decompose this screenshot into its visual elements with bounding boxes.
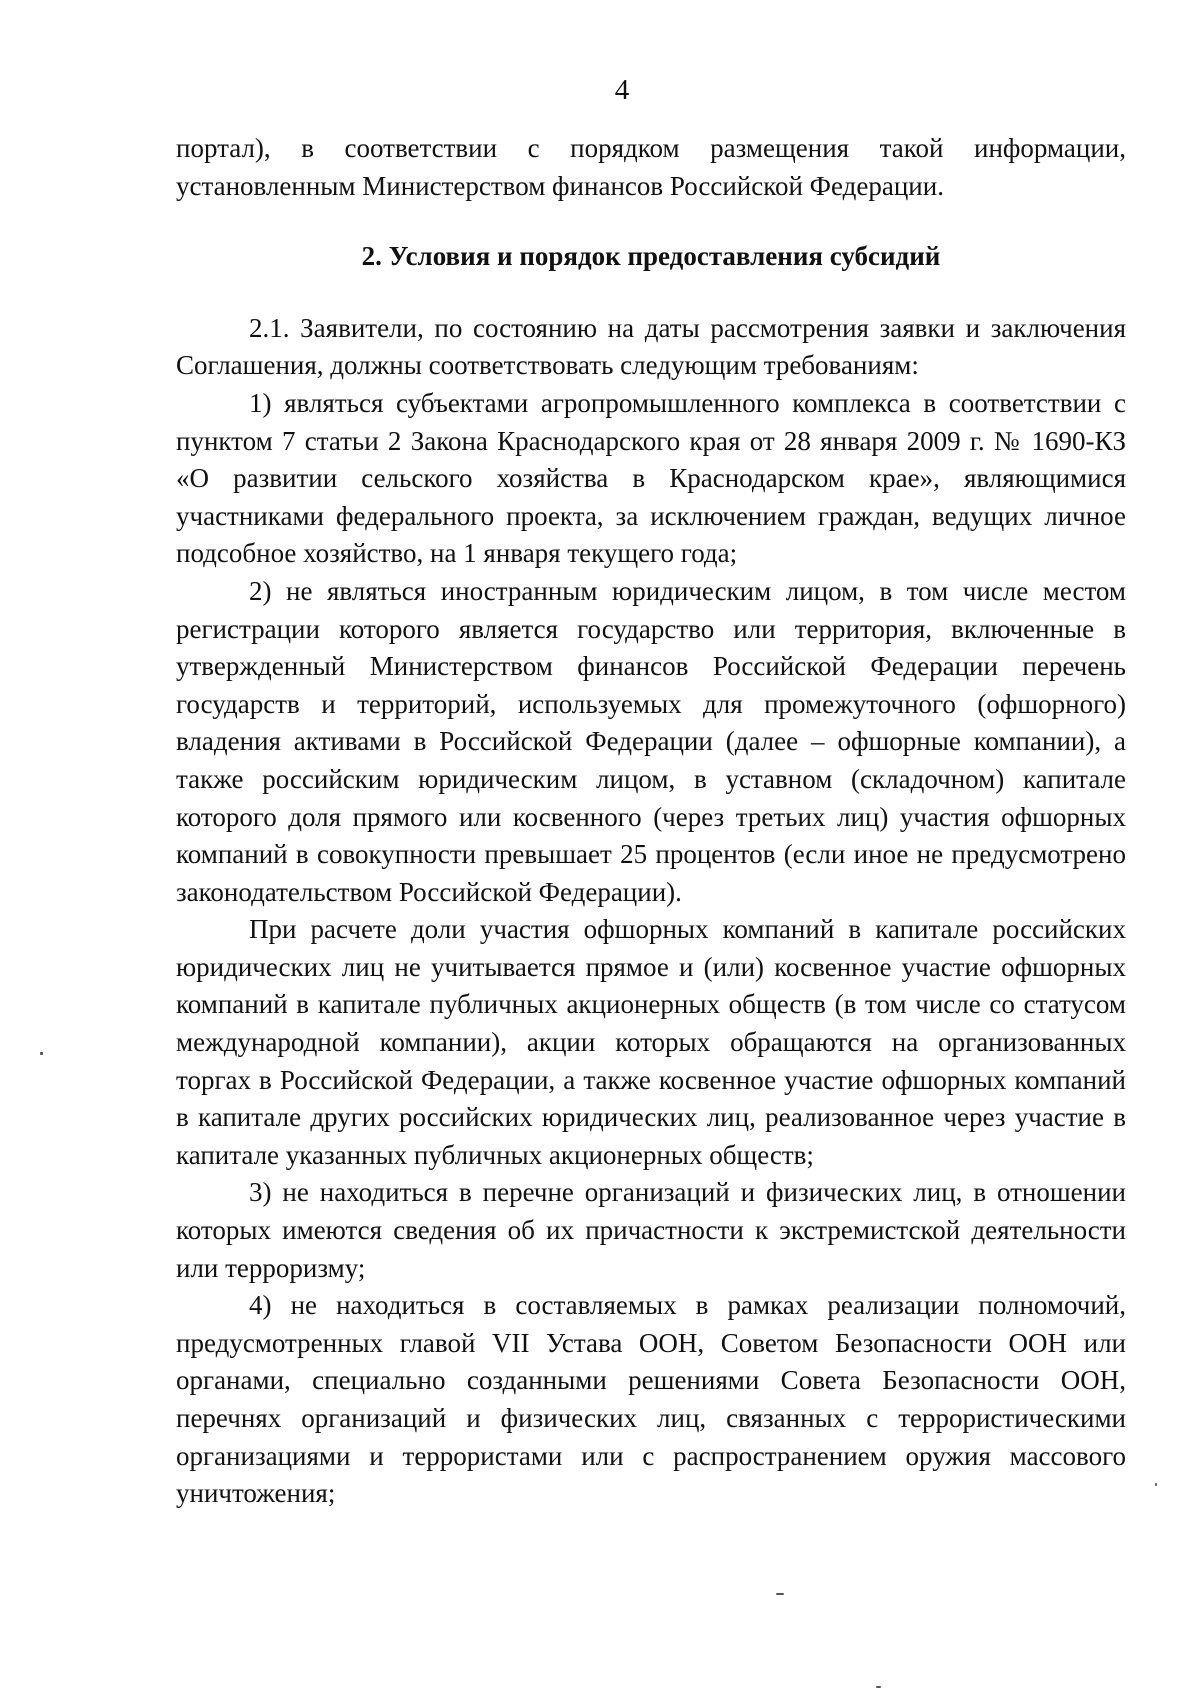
scan-speck	[776, 1593, 784, 1595]
page-number: 4	[614, 74, 630, 106]
paragraph-item-2: 2) не являться иностранным юридическим лицом, в том числе местом регистрации которого является государство или территория, включенные в утвержденный Министерством финансов Российской Федерации перечень государств и территорий, используемых для промежуточного (офшорного) владения активами в Российской Федерации (далее – офшорные компании), а также российским юридическим лицом, в уставном (складочном) капитале которого доля прямого или косвенного (через третьих лиц) участия офшорных компаний в совокупности превышает 25 процентов (если иное не предусмотрено законодательством Российской Федерации).	[176, 575, 1126, 907]
paragraph-item-4: 4) не находиться в составляемых в рамках реализации полномочий, предусмотренных главой VII Устава ООН, Советом Безопасности ООН или органами, специально созданными решениями Совета Безопасности ООН, перечнях организаций и физических лиц, связанных с террористическими организациями и террористами или с распространением оружия массового уничтожения;	[176, 1290, 1126, 1509]
scan-speck	[40, 1052, 43, 1055]
paragraph-2-1: 2.1. Заявители, по состоянию на даты рассмотрения заявки и заключения Соглашения, должны соответствовать следующим требованиям:	[176, 312, 1126, 381]
section-heading: 2. Условия и порядок предоставления субсидий	[361, 241, 941, 272]
document-body	[176, 130, 1126, 1513]
paragraph-continuation: портал), в соответствии с порядком размещения такой информации, установленным Министерством финансов Российской Федерации.	[176, 133, 1126, 201]
scan-speck	[876, 1686, 881, 1688]
scan-speck	[1155, 1483, 1157, 1486]
paragraph-item-1: 1) являться субъектами агропромышленного комплекса в соответствии с пунктом 7 статьи 2 Закона Краснодарского края от 28 января 2009 г. № 1690-КЗ «О развитии сельского хозяйства в Краснодарском крае», являющимися участниками федерального проекта, за исключением граждан, ведущих личное подсобное хозяйство, на 1 января текущего года;	[176, 387, 1126, 569]
paragraph-offshore-note: При расчете доли участия офшорных компаний в капитале российских юридических лиц не учитывается прямое и (или) косвенное участие офшорных компаний в капитале публичных акционерных обществ (в том числе со статусом международной компании), акции которых обращаются на организованных торгах в Российской Федерации, а также косвенное участие офшорных компаний в капитале других российских юридических лиц, реализованное через участие в капитале указанных публичных акционерных обществ;	[176, 914, 1126, 1170]
paragraph-item-3: 3) не находиться в перечне организаций и физических лиц, в отношении которых имеются сведения об их причастности к экстремистской деятельности или терроризму;	[176, 1177, 1126, 1283]
